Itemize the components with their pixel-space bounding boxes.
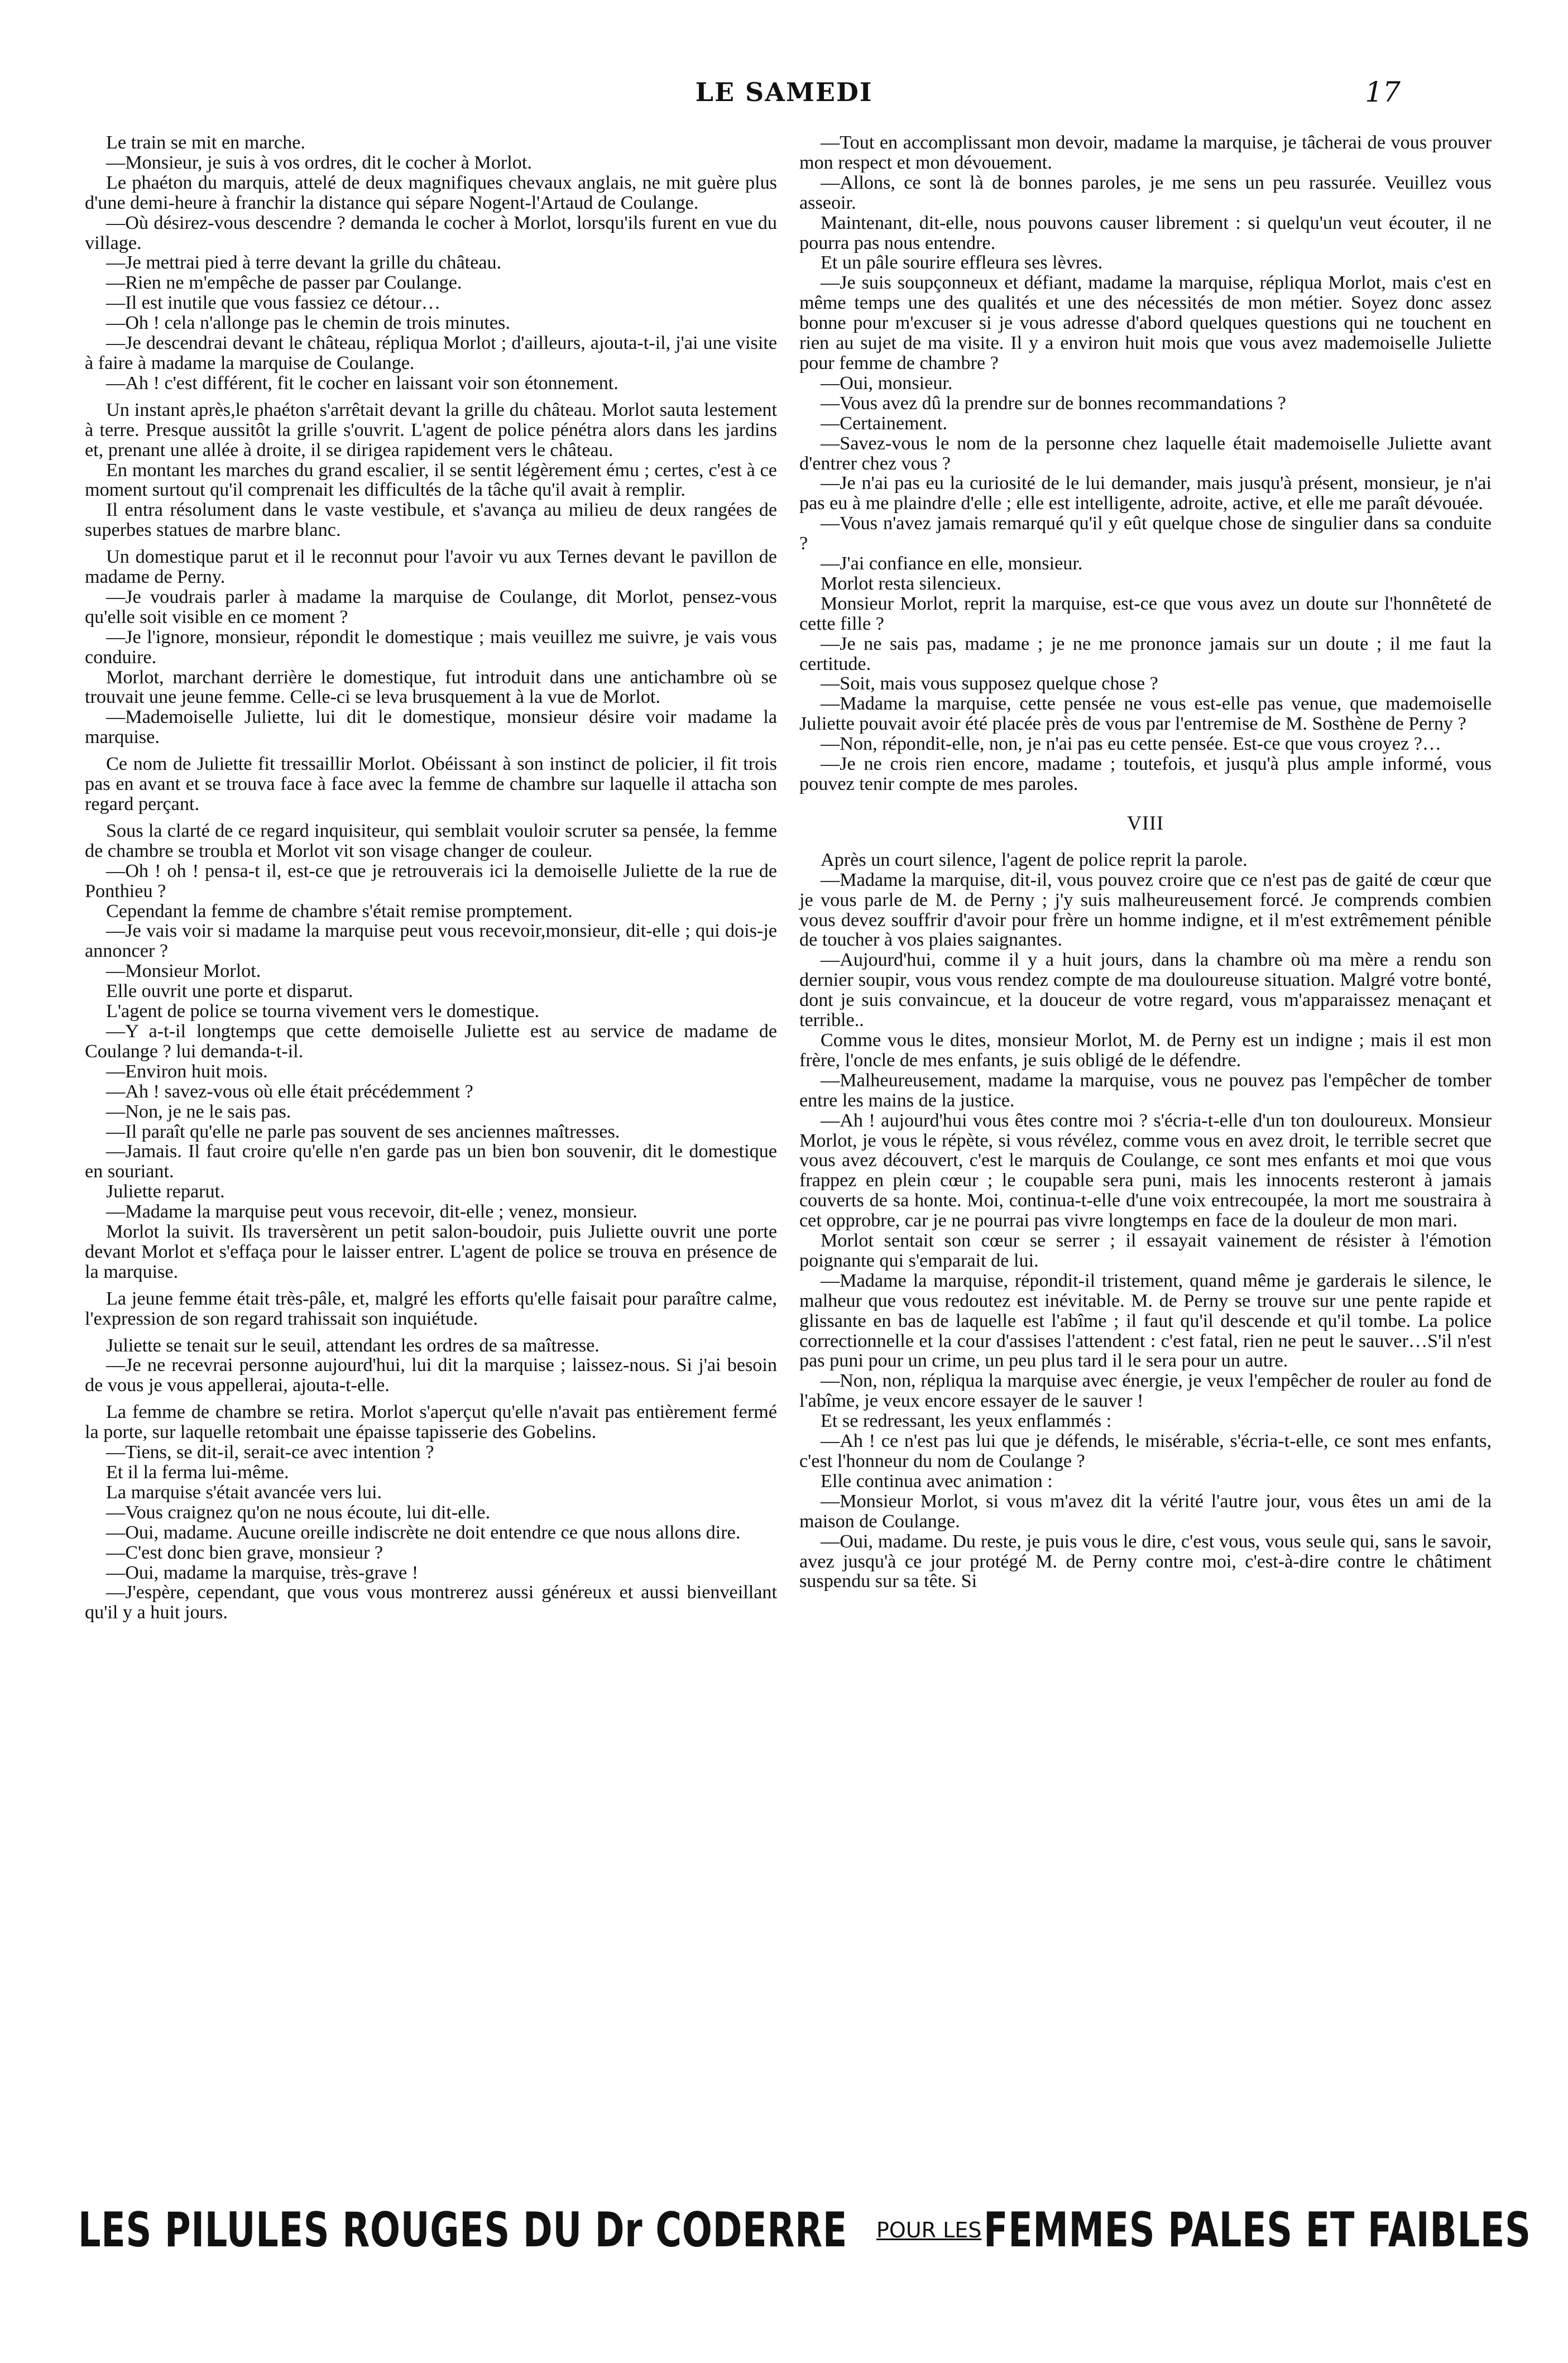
paragraph: —Je n'ai pas eu la curiosité de le lui demander, mais jusqu'à présent, monsieur, je n'ai pas eu à me plaindre d'elle ; elle est intelligente, adroite, active, et elle me paraît dévouée. xyxy=(799,473,1492,514)
paragraph: La jeune femme était très-pâle, et, malgré les efforts qu'elle faisait pour paraître calme, l'expression de son regard trahissait son inquiétude. xyxy=(85,1288,777,1329)
paragraph: —Oui, madame. Aucune oreille indiscrète ne doit entendre ce que nous allons dire. xyxy=(106,1522,741,1543)
paragraph: —Non, non, répliqua la marquise avec énergie, je veux l'empêcher de rouler au fond de l'abîme, je veux encore essayer de le sauver ! xyxy=(799,1370,1492,1412)
advert-right-text: FEMMES PALES ET FAIBLES xyxy=(984,2202,1531,2258)
paragraph: La marquise s'était avancée vers lui. xyxy=(106,1482,382,1503)
right-column-bottom xyxy=(799,850,1492,1592)
right-column xyxy=(799,133,1492,1592)
paragraph: —Ah ! savez-vous où elle était précédemment ? xyxy=(106,1081,473,1102)
left-column xyxy=(85,133,777,1623)
paragraph: En montant les marches du grand escalier, il se sentit légèrement ému ; certes, c'est à ce moment surtout qu'il comprenait les difficultés de la tâche qu'il avait à remplir. xyxy=(85,459,777,501)
advertisement-banner xyxy=(78,2202,1531,2264)
paragraph: Cependant la femme de chambre s'était remise promptement. xyxy=(106,900,573,922)
paragraph: —Malheureusement, madame la marquise, vous ne pouvez pas l'empêcher de tomber entre les mains de la justice. xyxy=(799,1070,1492,1111)
paragraph: —Allons, ce sont là de bonnes paroles, je me sens un peu rassurée. Veuillez vous asseoir. xyxy=(799,172,1492,213)
paragraph: —Monsieur, je suis à vos ordres, dit le cocher à Morlot. xyxy=(106,152,532,173)
paragraph: —Je mettrai pied à terre devant la grille du château. xyxy=(106,252,502,274)
paragraph: Morlot la suivit. Ils traversèrent un petit salon-boudoir, puis Juliette ouvrit une porte devant Morlot et s'effaça pour le laisser entrer. L'agent de police se trouva en présence de la marquise. xyxy=(85,1221,777,1282)
paragraph: —Je vais voir si madame la marquise peut vous recevoir,monsieur, dit-elle ; qui dois-je annoncer ? xyxy=(85,921,777,962)
paragraph: —Monsieur Morlot, si vous m'avez dit la vérité l'autre jour, vous êtes un ami de la maison de Coulange. xyxy=(799,1490,1492,1532)
paragraph: Ce nom de Juliette fit tressaillir Morlot. Obéissant à son instinct de policier, il fit trois pas en avant et se trouva face à face avec la femme de chambre sur laquelle il attacha son regard perçant. xyxy=(85,754,777,814)
paragraph: —Y a-t-il longtemps que cette demoiselle Juliette est au service de madame de Coulange ? lui demanda-t-il. xyxy=(85,1020,777,1062)
paragraph: —Je descendrai devant le château, répliqua Morlot ; d'ailleurs, ajouta-t-il, j'ai une visite à faire à madame la marquise de Coulange. xyxy=(85,333,777,373)
paragraph: —J'ai confiance en elle, monsieur. xyxy=(821,553,1083,574)
paragraph: —Environ huit mois. xyxy=(106,1061,268,1082)
paragraph: —Oui, monsieur. xyxy=(821,372,953,394)
paragraph: —Je ne sais pas, madame ; je ne me prononce jamais sur un doute ; il me faut la certitude. xyxy=(799,633,1492,674)
paragraph: —Oui, madame la marquise, très-grave ! xyxy=(106,1562,419,1583)
paragraph: Le phaéton du marquis, attelé de deux magnifiques chevaux anglais, ne mit guère plus d'une demi-heure à franchir la distance qui sépare Nogent-l'Artaud de Coulange. xyxy=(85,172,777,213)
paragraph: Et il la ferma lui-même. xyxy=(106,1462,289,1483)
paragraph: —Oh ! oh ! pensa-t il, est-ce que je retrouverais ici la demoiselle Juliette de la rue de Ponthieu ? xyxy=(85,860,777,902)
paragraph: —Non, je ne le sais pas. xyxy=(106,1101,291,1122)
paragraph: Le train se mit en marche. xyxy=(106,132,305,153)
paragraph: —Non, répondit-elle, non, je n'ai pas eu cette pensée. Est-ce que vous croyez ?… xyxy=(821,734,1442,755)
paragraph: —J'espère, cependant, que vous vous montrerez aussi généreux et aussi bienveillant qu'il y a huit jours. xyxy=(85,1582,777,1623)
chapter-heading: VIII xyxy=(1127,811,1164,834)
paragraph: Elle ouvrit une porte et disparut. xyxy=(106,981,353,1002)
paragraph: Sous la clarté de ce regard inquisiteur, qui semblait vouloir scruter sa pensée, la femme de chambre se troubla et Morlot vit son visage changer de couleur. xyxy=(85,820,777,861)
page-number: 17 xyxy=(1365,76,1401,108)
paragraph: —Vous craignez qu'on ne nous écoute, lui dit-elle. xyxy=(106,1502,491,1523)
paragraph: Un instant après,le phaéton s'arrêtait devant la grille du château. Morlot sauta lestement à terre. Presque aussitôt la grille s'ouvrit. L'agent de police pénétra alors dans les jardins et, prenant une allée à droite, il se dirigea rapidement vers le château. xyxy=(85,399,777,461)
paragraph: Morlot resta silencieux. xyxy=(821,573,1001,594)
paragraph: —Ah ! aujourd'hui vous êtes contre moi ? s'écria-t-elle d'un ton douloureux. Monsieur Morlot, je vous le répète, si vous révélez, comme vous en avez droit, le terrible secret que vous avez découvert, c'est le marquis de Coulange, ce sont mes enfants et moi que vous frappez en plein cœur ; le coupable sera puni, mais les innocents resteront à jamais couverts de sa honte. Moi, continua-t-elle d'une voix entrecoupée, la mort me soustraira à cet opprobre, car je ne pourrai pas vivre longtemps en face de la douleur de mon mari. xyxy=(799,1110,1492,1231)
paragraph: —Savez-vous le nom de la personne chez laquelle était mademoiselle Juliette avant d'entrer chez vous ? xyxy=(799,433,1492,474)
paragraph: —Monsieur Morlot. xyxy=(106,961,261,982)
paragraph: —Ah ! ce n'est pas lui que je défends, le misérable, s'écria-t-elle, ce sont mes enfants, c'est l'honneur du nom de Coulange ? xyxy=(799,1431,1492,1472)
paragraph: —Je ne recevrai personne aujourd'hui, lui dit la marquise ; laissez-nous. Si j'ai besoin de vous je vous appellerai, ajouta-t-elle. xyxy=(85,1355,777,1396)
paragraph: Après un court silence, l'agent de police reprit la parole. xyxy=(821,849,1248,870)
paragraph: —Tout en accomplissant mon devoir, madame la marquise, je tâcherai de vous prouver mon respect et mon dévouement. xyxy=(799,132,1492,173)
paragraph: —Aujourd'hui, comme il y a huit jours, dans la chambre où ma mère a rendu son dernier soupir, vous vous rendez compte de ma douloureuse situation. Malgré votre bonté, dont je suis convaincue, et la douceur de votre regard, vous m'apparaissez menaçant et terrible.. xyxy=(799,950,1492,1031)
advert-left-text: LES PILULES ROUGES DU Dr CODERRE xyxy=(78,2202,848,2258)
paragraph: Comme vous le dites, monsieur Morlot, M. de Perny est un indigne ; mais il est mon frère, l'oncle de mes enfants, je suis obligé de le défendre. xyxy=(799,1029,1492,1071)
paragraph: —Madame la marquise, dit-il, vous pouvez croire que ce n'est pas de gaité de cœur que je vous parle de M. de Perny ; j'y suis malheureusement forcé. Je comprends combien vous devez souffrir d'avoir pour frère un homme indigne, et il m'est extrêmement pénible de toucher à vos plaies saignantes. xyxy=(799,869,1492,951)
advert-middle-text: POUR LES xyxy=(876,2218,982,2242)
paragraph: Un domestique parut et il le reconnut pour l'avoir vu aux Ternes devant le pavillon de madame de Perny. xyxy=(85,547,777,588)
paragraph: —Je ne crois rien encore, madame ; toutefois, et jusqu'à plus ample informé, vous pouvez tenir compte de mes paroles. xyxy=(799,754,1492,794)
paragraph: Juliette reparut. xyxy=(106,1181,225,1202)
paragraph: —C'est donc bien grave, monsieur ? xyxy=(106,1542,383,1563)
paragraph: —Vous avez dû la prendre sur de bonnes recommandations ? xyxy=(821,392,1286,414)
paragraph: Et un pâle sourire effleura ses lèvres. xyxy=(821,252,1103,274)
paragraph: —Ah ! c'est différent, fit le cocher en laissant voir son étonnement. xyxy=(106,372,618,394)
paragraph: —Je l'ignore, monsieur, répondit le domestique ; mais veuillez me suivre, je vais vous conduire. xyxy=(85,626,777,668)
paragraph: —Tiens, se dit-il, serait-ce avec intention ? xyxy=(106,1442,434,1463)
paragraph: —Mademoiselle Juliette, lui dit le domestique, monsieur désire voir madame la marquise. xyxy=(85,707,777,748)
paragraph: —Madame la marquise, cette pensée ne vous est-elle pas venue, que mademoiselle Juliette pouvait avoir été placée près de vous par l'entremise de M. Sosthène de Perny ? xyxy=(799,693,1492,735)
paragraph: —Vous n'avez jamais remarqué qu'il y eût quelque chose de singulier dans sa conduite ? xyxy=(799,513,1492,554)
journal-title: LE SAMEDI xyxy=(695,77,873,107)
paragraph: Elle continua avec animation : xyxy=(821,1470,1053,1492)
paragraph: —Certainement. xyxy=(821,413,947,434)
paragraph: —Madame la marquise, répondit-il tristement, quand même je garderais le silence, le malheur que vous redoutez est inévitable. M. de Perny se trouve sur une pente rapide et glissante en bas de laquelle est l'abîme ; il faut qu'il descende et qu'il tombe. La police correctionnelle et la cour d'assises l'attendent : c'est fatal, rien ne peut le sauver…S'il n'est pas puni pour un crime, un peu plus tard il le sera pour un autre. xyxy=(799,1270,1492,1372)
paragraph: L'agent de police se tourna vivement vers le domestique. xyxy=(106,1001,540,1022)
right-column-top xyxy=(799,133,1492,794)
paragraph: Il entra résolument dans le vaste vestibule, et s'avança au milieu de deux rangées de superbes statues de marbre blanc. xyxy=(85,500,777,541)
paragraph: —Je suis soupçonneux et défiant, madame la marquise, répliqua Morlot, mais c'est en même temps une des qualités et une des nécessités de mon métier. Soyez donc assez bonne pour m'excuser si je vous adresse d'abord quelques questions qui ne touchent en rien au sujet de ma visite. Il y a environ huit mois que vous avez mademoiselle Juliette pour femme de chambre ? xyxy=(799,272,1492,373)
paragraph: Maintenant, dit-elle, nous pouvons causer librement : si quelqu'un veut écouter, il ne pourra pas nous entendre. xyxy=(799,212,1492,253)
page-header xyxy=(0,77,1568,122)
paragraph: —Où désirez-vous descendre ? demanda le cocher à Morlot, lorsqu'ils furent en vue du village. xyxy=(85,212,777,253)
paragraph: Morlot, marchant derrière le domestique, fut introduit dans une antichambre où se trouvait une jeune femme. Celle-ci se leva brusquement à la vue de Morlot. xyxy=(85,667,777,708)
paragraph: Juliette se tenait sur le seuil, attendant les ordres de sa maîtresse. xyxy=(106,1335,600,1356)
paragraph: —Rien ne m'empêche de passer par Coulange. xyxy=(106,272,462,294)
paragraph: —Oh ! cela n'allonge pas le chemin de trois minutes. xyxy=(106,313,510,334)
paragraph: —Il est inutile que vous fassiez ce détour… xyxy=(106,293,441,314)
paragraph: —Soit, mais vous supposez quelque chose ? xyxy=(821,673,1158,694)
paragraph: —Je voudrais parler à madame la marquise de Coulange, dit Morlot, pensez-vous qu'elle soit visible en ce moment ? xyxy=(85,586,777,627)
paragraph: Et se redressant, les yeux enflammés : xyxy=(821,1411,1112,1432)
paragraph: —Madame la marquise peut vous recevoir, dit-elle ; venez, monsieur. xyxy=(106,1201,637,1223)
paragraph: —Il paraît qu'elle ne parle pas souvent de ses anciennes maîtresses. xyxy=(106,1121,620,1142)
paragraph: Monsieur Morlot, reprit la marquise, est-ce que vous avez un doute sur l'honnêteté de cette fille ? xyxy=(799,593,1492,634)
paragraph: La femme de chambre se retira. Morlot s'aperçut qu'elle n'avait pas entièrement fermé la porte, sur laquelle retombait une épaisse tapisserie des Gobelins. xyxy=(85,1402,777,1443)
paragraph: —Oui, madame. Du reste, je puis vous le dire, c'est vous, vous seule qui, sans le savoir, avez jusqu'à ce jour protégé M. de Perny contre moi, c'est-à-dire contre le châtiment suspendu sur sa tête. Si xyxy=(799,1531,1492,1592)
paragraph: —Jamais. Il faut croire qu'elle n'en garde pas un bien bon souvenir, dit le domestique en souriant. xyxy=(85,1141,777,1182)
paragraph: Morlot sentait son cœur se serrer ; il essayait vainement de résister à l'émotion poignante qui s'emparait de lui. xyxy=(799,1230,1492,1271)
